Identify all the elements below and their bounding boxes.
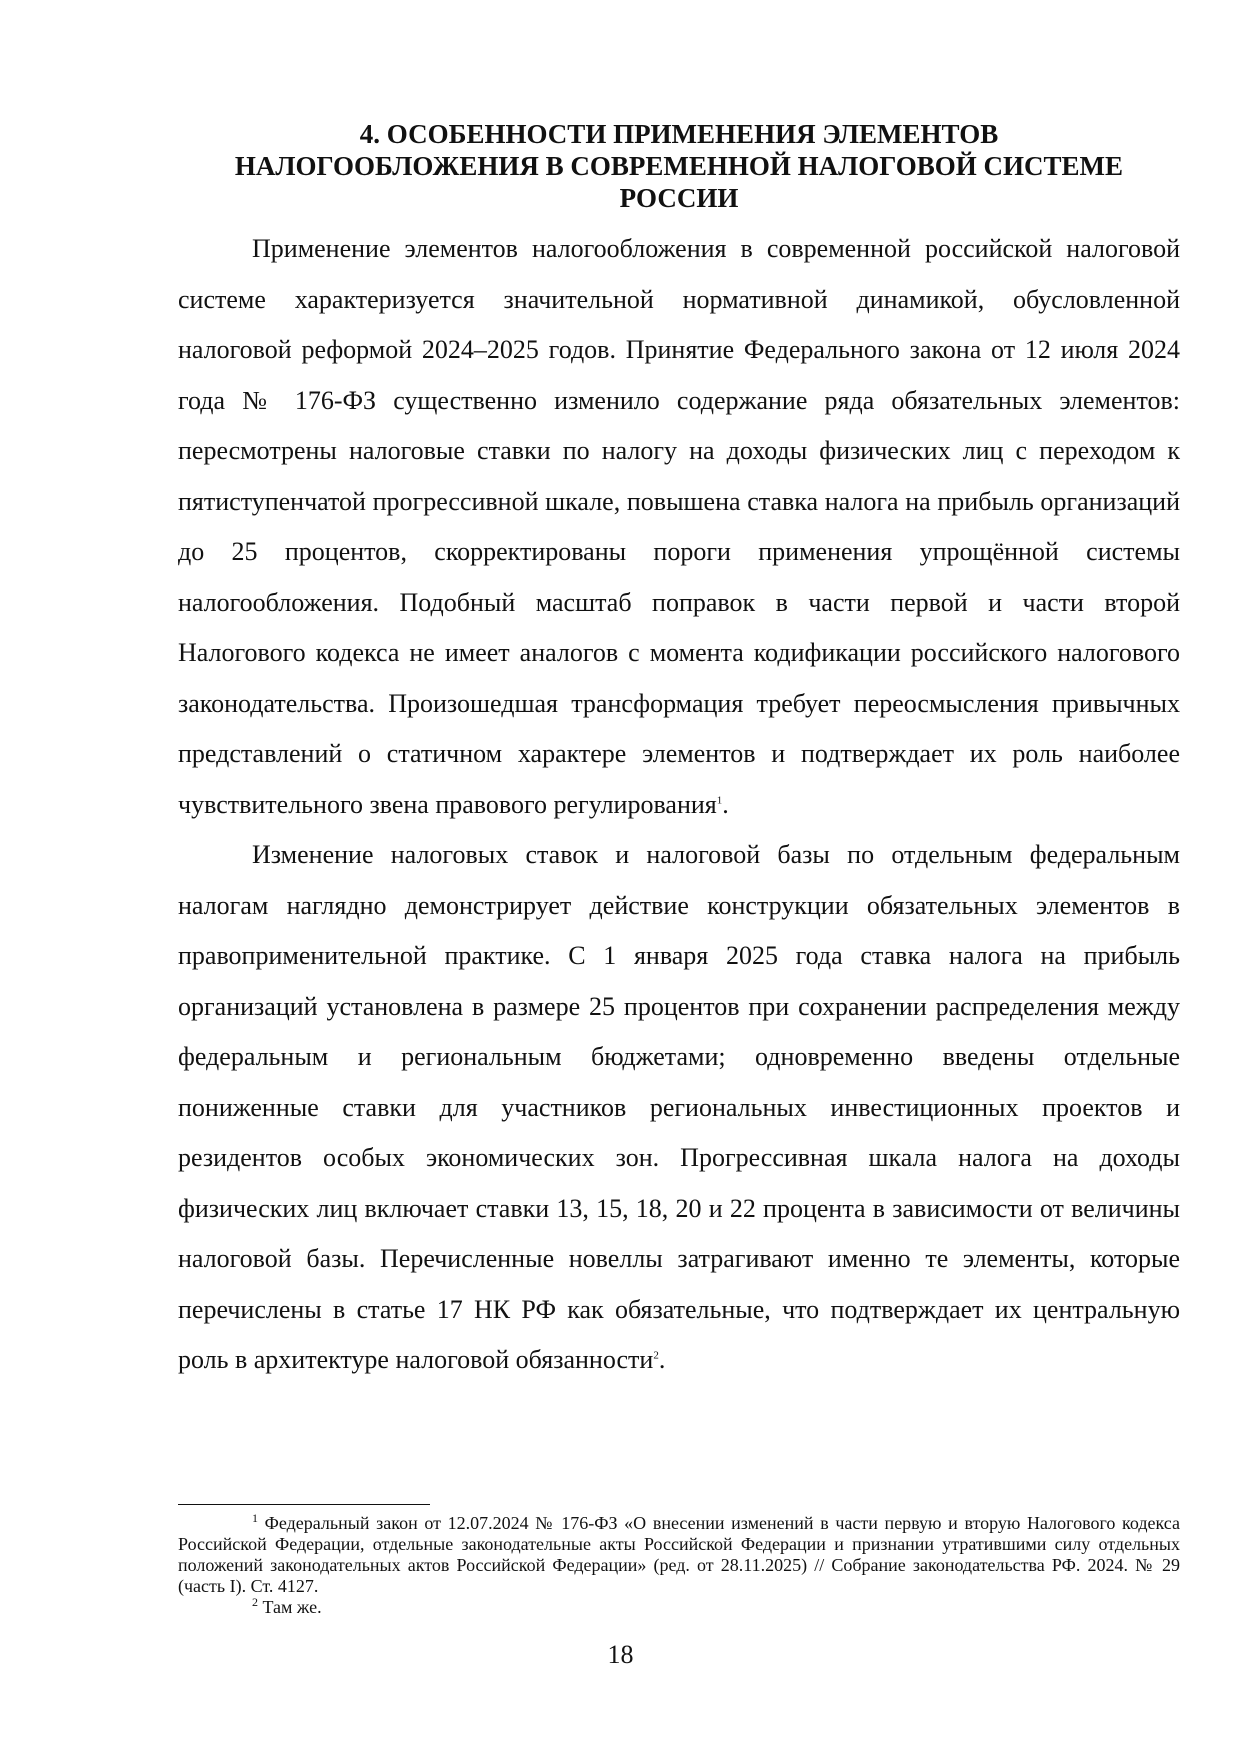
footnote-ref-1[interactable]: 1 (716, 793, 723, 806)
heading-line-3: РОССИИ (619, 183, 739, 213)
paragraph-2 (178, 830, 1180, 1386)
heading-line-1: 4. ОСОБЕННОСТИ ПРИМЕНЕНИЯ ЭЛЕМЕНТОВ (359, 119, 999, 149)
paragraph-1 (178, 224, 1180, 830)
footnote-separator (178, 1504, 430, 1505)
footnote-ref-2[interactable]: 2 (653, 1349, 659, 1362)
footnotes (178, 1513, 1180, 1618)
footnote-2-mark: 2 (252, 1595, 258, 1609)
paragraph-2-end: . (658, 1345, 666, 1374)
paragraph-1-text: Применение элементов налогообложения в современной российской налоговой системе характеризуется значительной нормативной динамикой, обусловленной налоговой реформой 2024–2025 годов. Принятие Федерального закона от 12 июля 2024 года № 176-ФЗ существенно изменило содержание ряда обязательных элементов: пересмотрены налоговые ставки по налогу на доходы физических лиц с переходом к пятиступенчатой прогрессивной шкале, повышена ставка налога на прибыль организаций до 25 процентов, скорректированы пороги применения упрощённой системы налогообложения. Подобный масштаб поправок в части первой и части второй Налогового кодекса не имеет аналогов с момента кодификации российского налогового законодательства. Произошедшая трансформация требует переосмысления привычных представлений о статичном характере элементов и подтверждает их роль наиболее чувствительного звена правового регулирования (178, 234, 1180, 819)
footnote-1-text: Федеральный закон от 12.07.2024 № 176-ФЗ «О внесении изменений в части первую и вторую Налогового кодекса Российской Федерации, отдельные законодательные акты Российской Федерации и признании утратившими силу отдельных положений законодательных актов Российской Федерации» (ред. от 28.11.2025) // Собрание законодательства РФ. 2024. № 29 (часть I). Ст. 4127. (178, 1513, 1180, 1596)
footnote-1 (178, 1513, 1180, 1597)
page-number: 18 (607, 1640, 634, 1669)
footnote-2 (178, 1597, 1180, 1618)
footnote-1-mark: 1 (252, 1511, 258, 1525)
body-text (178, 224, 1180, 1386)
footnote-2-text: Там же. (258, 1597, 322, 1617)
paragraph-2-text: Изменение налоговых ставок и налоговой базы по отдельным федеральным налогам наглядно демонстрирует действие конструкции обязательных элементов в правоприменительной практике. С 1 января 2025 года ставка налога на прибыль организаций установлена в размере 25 процентов при сохранении распределения между федеральным и региональным бюджетами; одновременно введены отдельные пониженные ставки для участников региональных инвестиционных проектов и резидентов особых экономических зон. Прогрессивная шкала налога на доходы физических лиц включает ставки 13, 15, 18, 20 и 22 процента в зависимости от величины налоговой базы. Перечисленные новеллы затрагивают именно те элементы, которые перечислены в статье 17 НК РФ как обязательные, что подтверждает их центральную роль в архитектуре налоговой обязанности (178, 840, 1180, 1374)
heading-line-2: НАЛОГООБЛОЖЕНИЯ В СОВРЕМЕННОЙ НАЛОГОВОЙ СИСТЕМЕ (234, 151, 1124, 181)
section-heading (170, 118, 1188, 214)
paragraph-1-end: . (722, 789, 729, 819)
